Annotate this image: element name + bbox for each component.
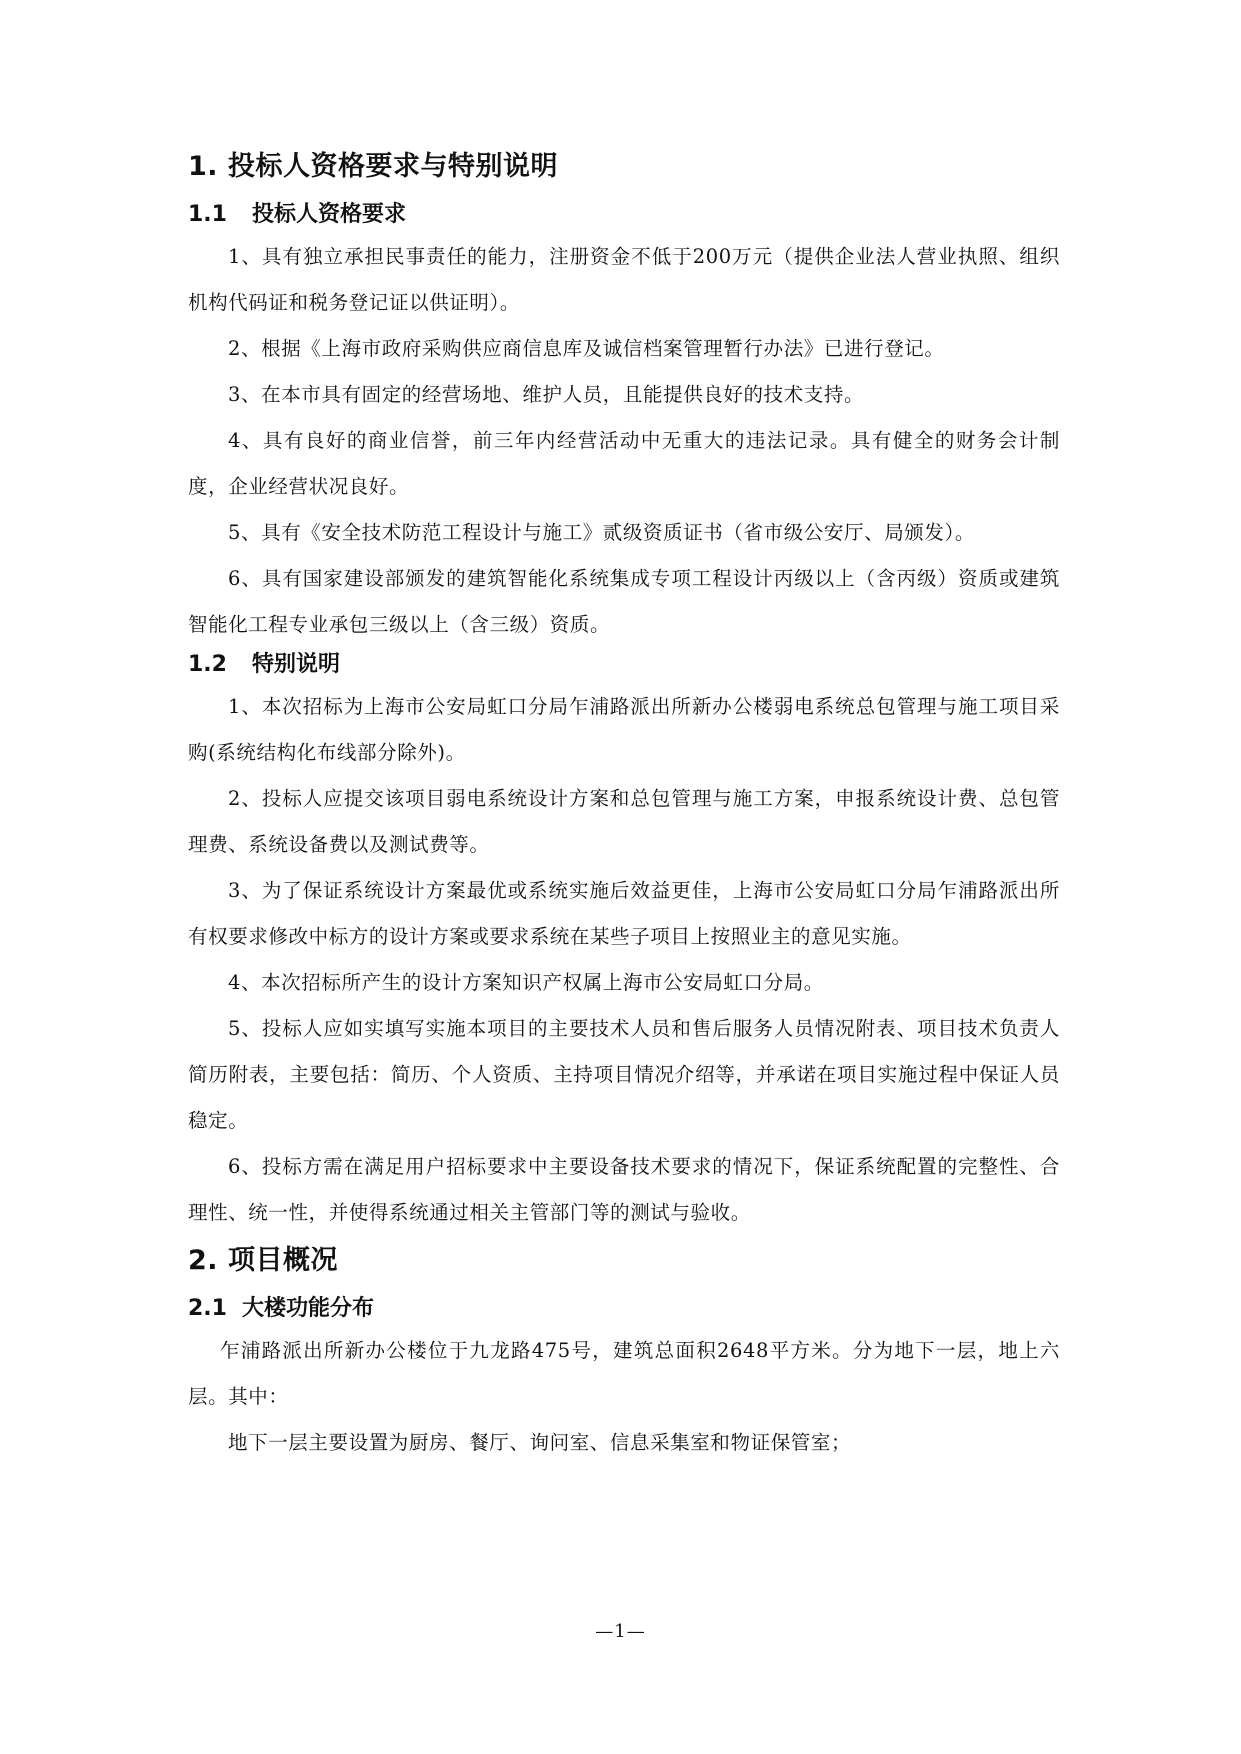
paragraph: 2、投标人应提交该项目弱电系统设计方案和总包管理与施工方案，申报系统设计费、总包管理费、系统设备费以及测试费等。 [188, 787, 1060, 856]
document-page [188, 150, 1060, 1466]
paragraph: 1、本次招标为上海市公安局虹口分局乍浦路派出所新办公楼弱电系统总包管理与施工项目采购(系统结构化布线部分除外)。 [188, 695, 1060, 764]
subsection-title: 投标人资格要求 [252, 202, 407, 227]
page-number: —1— [595, 1621, 646, 1642]
subsection-number: 2.1 [188, 1296, 227, 1321]
section-2-title: 2. 项目概况 [188, 1245, 338, 1276]
section-1-title: 1. 投标人资格要求与特别说明 [188, 151, 558, 182]
subsection-number: 1.1 [188, 202, 227, 227]
paragraph: 3、在本市具有固定的经营场地、维护人员，且能提供良好的技术支持。 [228, 383, 865, 406]
subsection-1-1-heading [188, 200, 1060, 230]
paragraph: 6、投标方需在满足用户招标要求中主要设备技术要求的情况下，保证系统配置的完整性、合理性、统一性，并使得系统通过相关主管部门等的测试与验收。 [188, 1155, 1060, 1224]
subsection-1-2-body [188, 684, 1060, 1236]
paragraph: 乍浦路派出所新办公楼位于九龙路475号，建筑总面积2648平方米。分为地下一层，地上六层。其中： [188, 1339, 1060, 1408]
subsection-1-2-heading [188, 650, 1060, 680]
paragraph: 地下一层主要设置为厨房、餐厅、询问室、信息采集室和物证保管室； [228, 1431, 852, 1454]
subsection-title: 大楼功能分布 [242, 1296, 375, 1321]
paragraph: 2、根据《上海市政府采购供应商信息库及诚信档案管理暂行办法》已进行登记。 [228, 337, 945, 360]
subsection-number: 1.2 [188, 652, 227, 677]
paragraph: 3、为了保证系统设计方案最优或系统实施后效益更佳，上海市公安局虹口分局乍浦路派出所有权要求修改中标方的设计方案或要求系统在某些子项目上按照业主的意见实施。 [188, 879, 1060, 948]
paragraph: 5、具有《安全技术防范工程设计与施工》贰级资质证书（省市级公安厅、局颁发）。 [228, 521, 975, 544]
paragraph: 1、具有独立承担民事责任的能力，注册资金不低于200万元（提供企业法人营业执照、组织机构代码证和税务登记证以供证明）。 [188, 245, 1060, 314]
paragraph: 5、投标人应如实填写实施本项目的主要技术人员和售后服务人员情况附表、项目技术负责人简历附表，主要包括：简历、个人资质、主持项目情况介绍等，并承诺在项目实施过程中保证人员稳定。 [188, 1017, 1060, 1132]
subsection-1-1-body [188, 234, 1060, 648]
subsection-2-1-body [188, 1328, 1060, 1466]
paragraph: 4、具有良好的商业信誉，前三年内经营活动中无重大的违法记录。具有健全的财务会计制度，企业经营状况良好。 [188, 429, 1060, 498]
paragraph: 4、本次招标所产生的设计方案知识产权属上海市公安局虹口分局。 [228, 971, 824, 994]
subsection-title: 特别说明 [252, 652, 341, 677]
subsection-2-1-heading [188, 1294, 1060, 1324]
paragraph: 6、具有国家建设部颁发的建筑智能化系统集成专项工程设计丙级以上（含丙级）资质或建筑智能化工程专业承包三级以上（含三级）资质。 [188, 567, 1060, 636]
